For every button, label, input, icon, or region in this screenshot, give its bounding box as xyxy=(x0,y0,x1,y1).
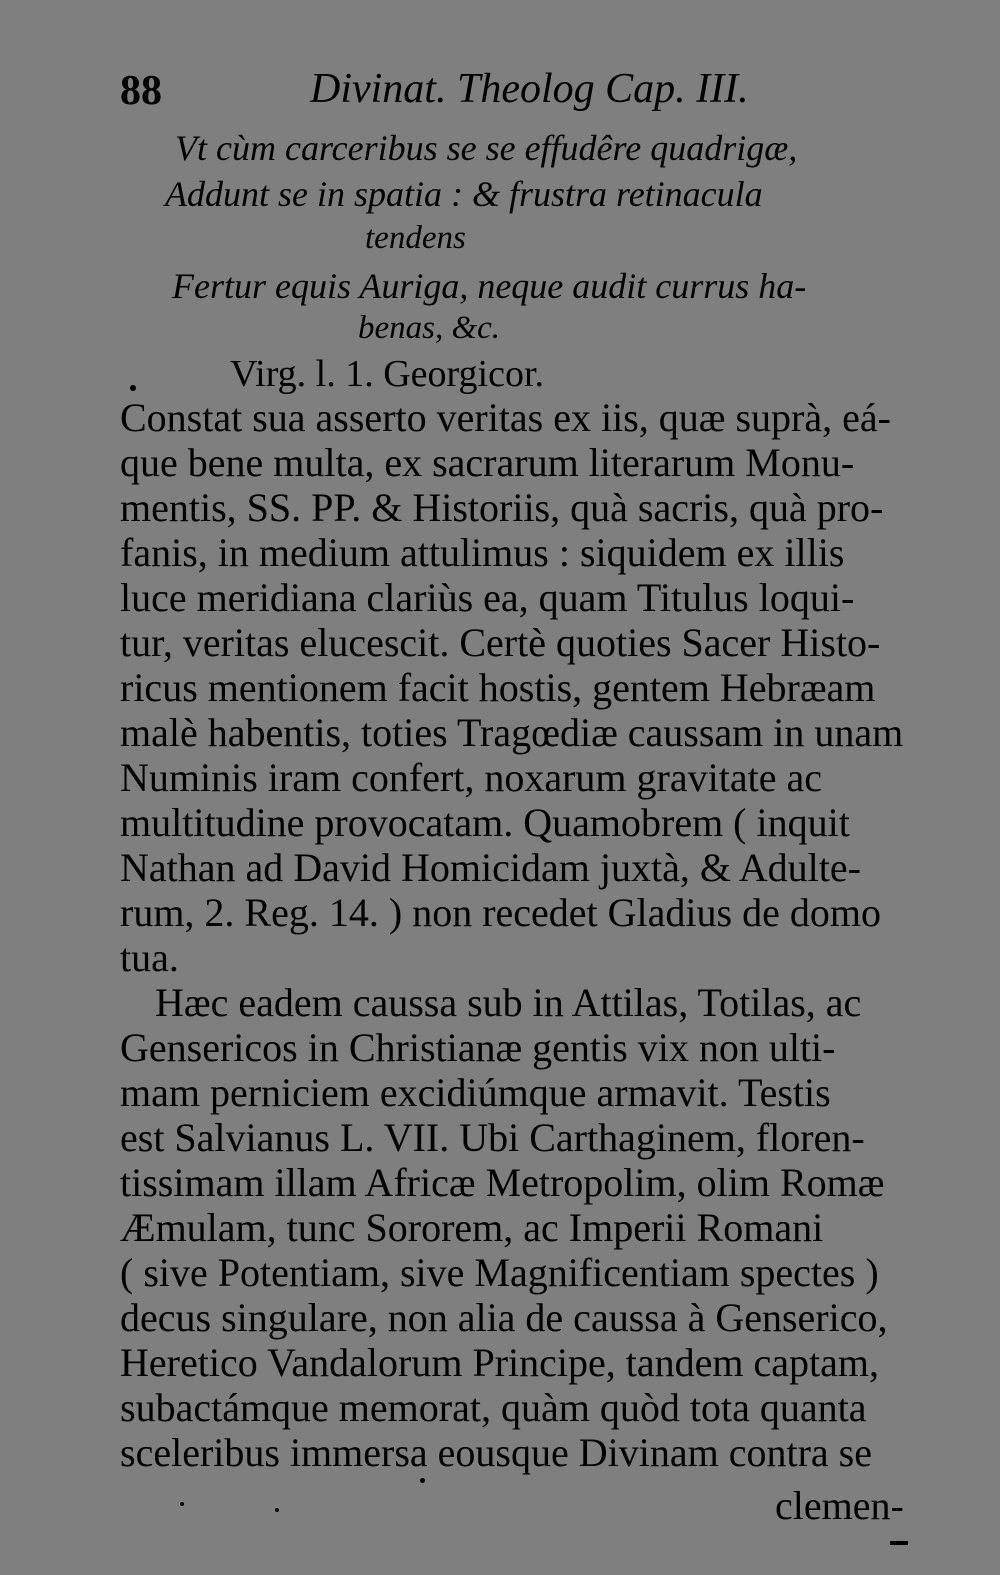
verse-line: Addunt se in spatia : & frustra retinacula xyxy=(165,174,763,214)
body-line: mam perniciem excidiúmque armavit. Testis xyxy=(120,1070,831,1115)
body-line: tua. xyxy=(120,935,179,980)
body-line: Gensericos in Christianæ gentis vix non ulti- xyxy=(120,1025,836,1070)
body-line: sceleribus immersa eousque Divinam contra se xyxy=(120,1430,872,1475)
citation: Virg. l. 1. Georgicor. xyxy=(230,353,545,395)
body-line: Æmulam, tunc Sororem, ac Imperii Romani xyxy=(120,1205,824,1250)
body-line: est Salvianus L. VII. Ubi Carthaginem, floren- xyxy=(120,1115,865,1160)
ink-dash xyxy=(890,1541,908,1545)
body-line: Heretico Vandalorum Principe, tandem captam, xyxy=(120,1340,880,1385)
body-line: ricus mentionem facit hostis, gentem Hebræam xyxy=(120,665,876,710)
verse-line: Vt cùm carceribus se se effudêre quadrigæ, xyxy=(175,128,798,168)
ink-speck xyxy=(275,1508,279,1512)
body-line: ( sive Potentiam, sive Magnificentiam spectes ) xyxy=(120,1250,879,1295)
body-line: Nathan ad David Homicidam juxtà, & Adulte- xyxy=(120,845,861,890)
ink-speck xyxy=(420,1478,425,1483)
ink-speck xyxy=(180,1502,184,1506)
body-line: malè habentis, toties Tragœdiæ caussam in unam xyxy=(120,710,904,755)
body-line: Constat sua asserto veritas ex iis, quæ suprà, eá- xyxy=(120,395,891,440)
ink-speck xyxy=(130,385,136,391)
body-line: Hæc eadem caussa sub in Attilas, Totilas, ac xyxy=(155,980,862,1025)
body-line: subactámque memorat, quàm quòd tota quanta xyxy=(120,1385,867,1430)
body-line: multitudine provocatam. Quamobrem ( inquit xyxy=(120,800,850,845)
body-line: fanis, in medium attulimus : siquidem ex illis xyxy=(120,530,845,575)
verse-line: Fertur equis Auriga, neque audit currus ha- xyxy=(172,266,807,306)
body-line: que bene multa, ex sacrarum literarum Monu- xyxy=(120,440,855,485)
catchword: clemen- xyxy=(775,1483,904,1528)
body-line: tur, veritas elucescit. Certè quoties Sacer Histo- xyxy=(120,620,881,665)
body-line: Numinis iram confert, noxarum gravitate ac xyxy=(120,755,822,800)
body-line: decus singulare, non alia de caussa à Genserico, xyxy=(120,1295,888,1340)
body-line: luce meridiana clariùs ea, quam Titulus loqui- xyxy=(120,575,855,620)
body-line: mentis, SS. PP. & Historiis, quà sacris, quà pro- xyxy=(120,485,884,530)
verse-line: tendens xyxy=(365,220,466,256)
body-line: tissimam illam Africæ Metropolim, olim Romæ xyxy=(120,1160,885,1205)
body-line: rum, 2. Reg. 14. ) non recedet Gladius de domo xyxy=(120,890,881,935)
running-head: Divinat. Theolog Cap. III. xyxy=(310,66,749,112)
page-number: 88 xyxy=(120,68,162,114)
verse-line: benas, &c. xyxy=(358,310,501,346)
